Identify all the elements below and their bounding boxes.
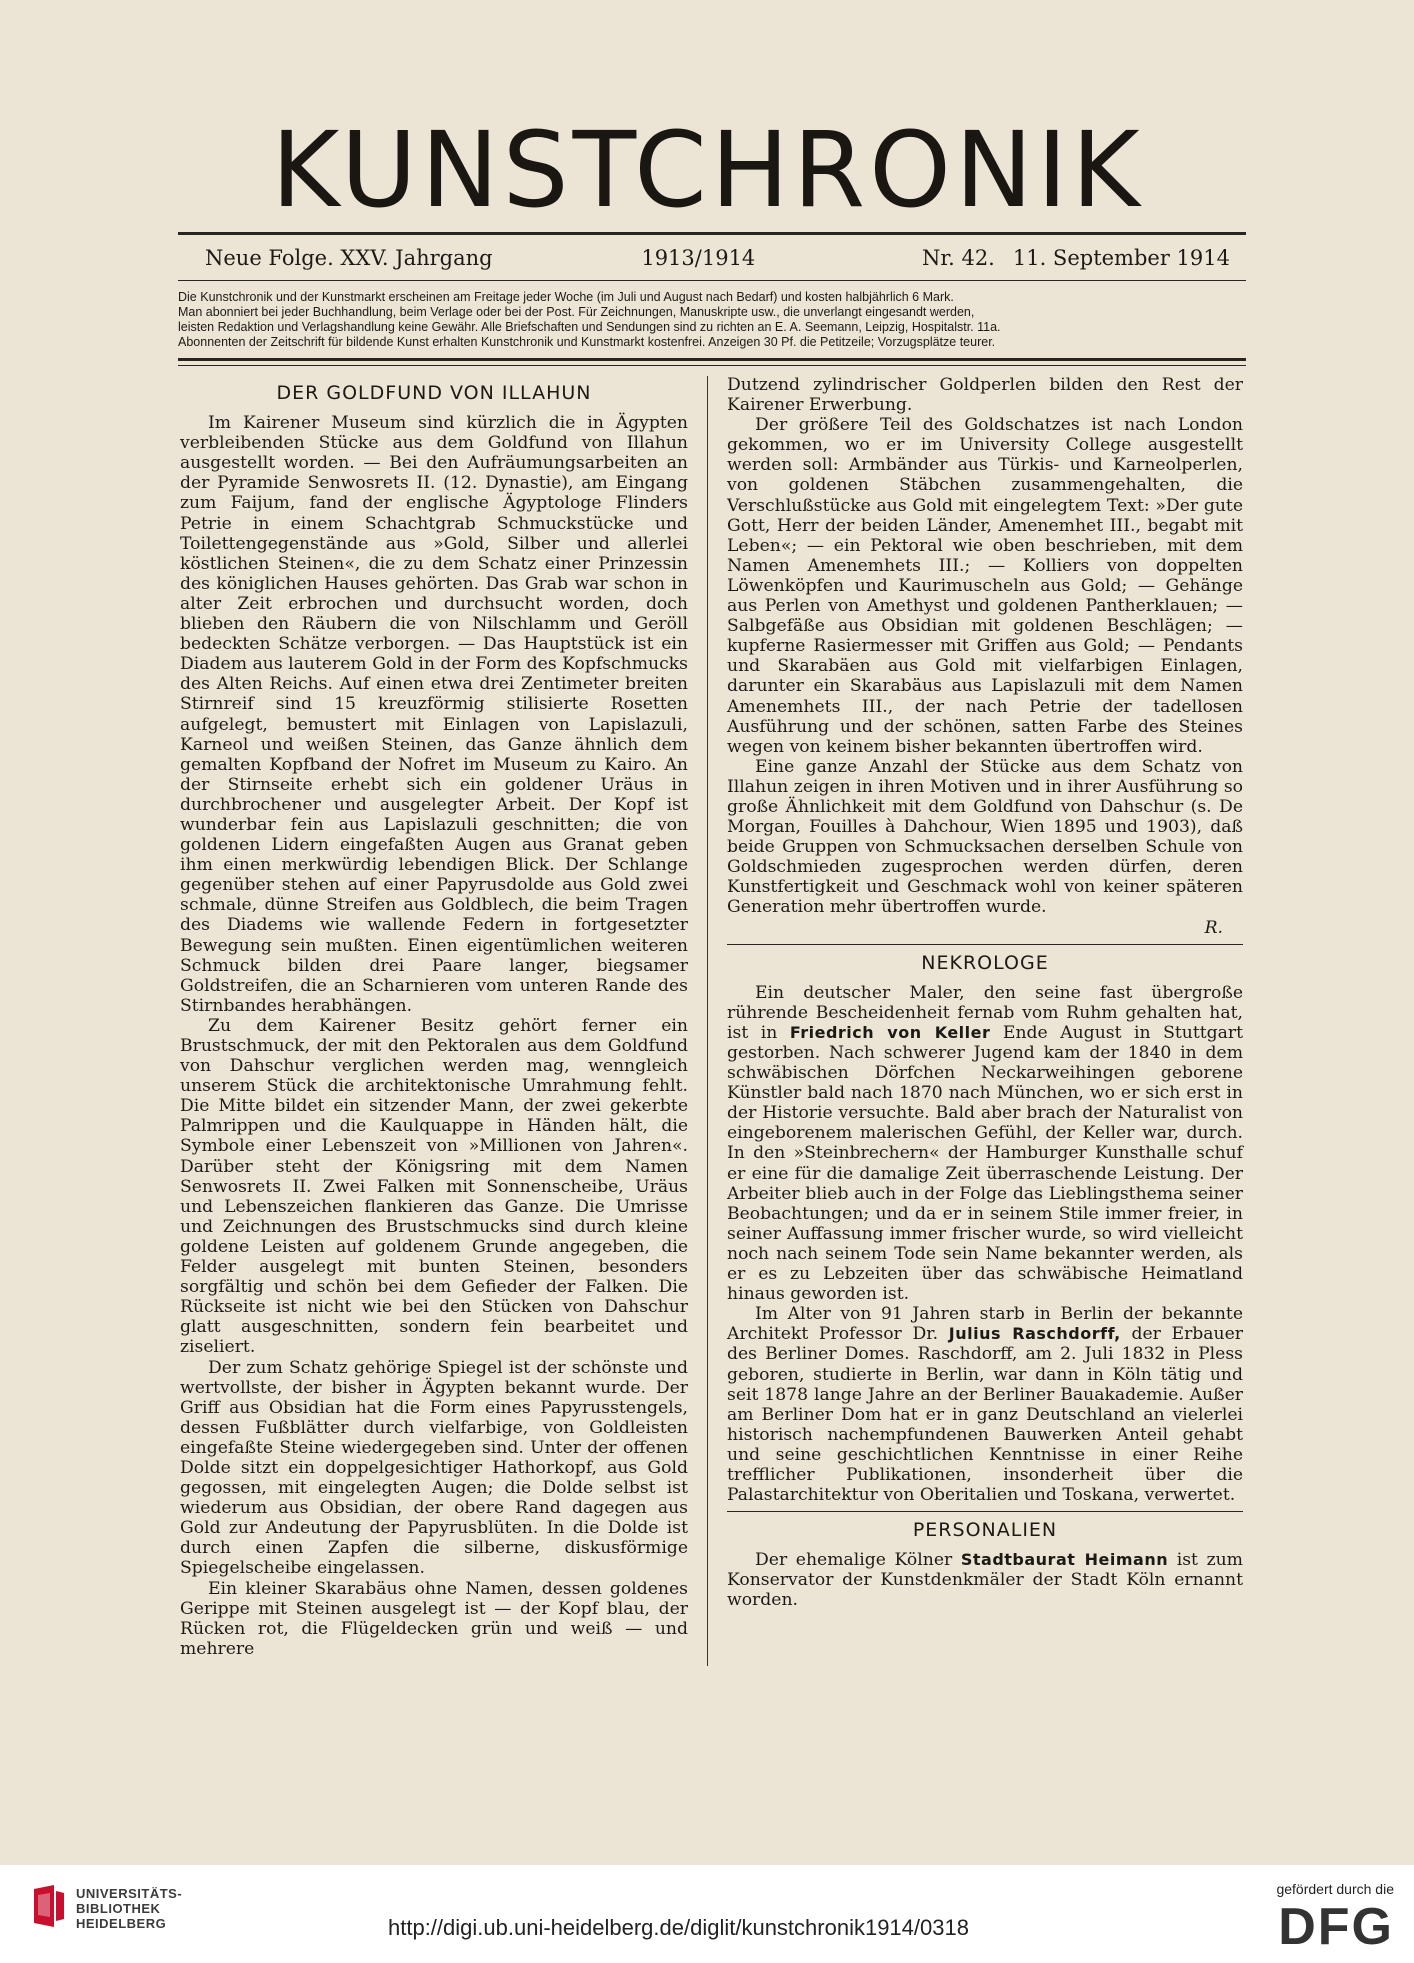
notice-line: leisten Redaktion und Verlagshandlung keine Gewähr. Alle Briefschaften und Sendungen sind zu richten an E. A. Seemann, Leipzig, Hospitalstr. 11a.: [178, 320, 1001, 334]
library-name: [76, 1886, 182, 1931]
article-heading: DER GOLDFUND VON ILLAHUN: [276, 382, 592, 404]
library-logo[interactable]: [32, 1883, 182, 1933]
issue-number: Nr. 42.: [922, 246, 995, 270]
text-run: der Erbauer des Berliner Domes. Raschdorff, am 2. Juli 1832 in Pless geboren, studierte in Berlin, war dann in Köln tätig und seit 1878 lange Jahre an der Berliner Bauakademie. Außer am Berliner Dom hat er in ganz Deutschland an vielerlei historisch nachempfundenen Bauwerken Anteil gehabt und seine geschichtlichen Kenntnisse in einer Reihe trefflicher Publikationen, insonderheit über die Palastarchitektur von Oberitalien und Toskana, verwertet.: [727, 1324, 1244, 1506]
text-run: ist zum Konservator der Kunstdenkmäler der Stadt Köln ernannt worden.: [727, 1550, 1243, 1611]
article-paragraph: Eine ganze Anzahl der Stücke aus dem Schatz von Illahun zeigen in ihren Motiven und in ihrer Ausführung so große Ähnlichkeit mit dem Goldfund von Dahschur (s. De Morgan, Fouilles à Dahchour, Wien 1895 und 1903), daß beide Gruppen von Schmucksachen derselben Schule von Goldschmieden zugesprochen werden dürfen, deren Kunstfertigkeit und Geschmack wohl von keiner späteren Generation mehr übertroffen wurde.: [727, 756, 1243, 918]
article-paragraph: Im Kairener Museum sind kürzlich die in Ägypten verbleibenden Stücke aus dem Goldfund von Illahun ausgestellt worden. — Bei den Aufräumungsarbeiten an der Pyramide Senwosrets II. (12. Dynastie), am Eingang zum Faijum, fand der englische Ägyptologe Flinders Petrie in einem Schachtgrab Schmuckstücke und Toilettengegenstände aus »Gold, Silber und allerlei köstlichen Steinen«, die zu dem Schatz einer Prinzessin des königlichen Hauses gehörten. Das Grab war schon in alter Zeit erbrochen und durchsucht worden, doch blieben den Räubern die von Nilschlamm und Geröll bedeckten Schätze verborgen. — Das Hauptstück ist ein Diadem aus lauterem Gold in der Form des Kopfschmucks des Alten Reichs. Auf einen etwa drei Zentimeter breiten Stirnreif sind 15 kreuzförmig stilisierte Rosetten aufgelegt, bemustert mit Einlagen von Lapislazuli, Karneol und weißen Steinen, das Ganze ähnlich dem gemalten Kopfband der Nofret im Museum zu Kairo. An der Stirnseite erhebt sich ein goldener Uräus in durchbrochener und ausgelegter Arbeit. Der Kopf ist wunderbar fein aus Lapislazuli geschnitten; die von goldenen Lidern eingefaßten Augen aus Granat geben ihm einen merkwürdig lebendigen Blick. Der Schlange gegenüber stehen auf einer Papyrusdolde aus Gold zwei schmale, dünne Streifen aus Goldblech, die beim Tragen des Diadems wie wallende Federn in fortgesetzter Bewegung sein mußten. Einen eigentümlichen weiteren Schmuck bilden drei Paare langer, biegsamer Goldstreifen, die an Scharnieren vom unteren Rande des Stirnbandes herabhängen.: [180, 413, 688, 1016]
article-paragraph: Der zum Schatz gehörige Spiegel ist der schönste und wertvollste, der bisher in Ägypten bekannt wurde. Der Griff aus Obsidian hat die Form eines Papyrusstengels, dessen Fußblätter durch vielfarbige, von Goldleisten eingefaßte Steine wiedergegeben sind. Unter der offenen Dolde sitzt ein doppelgesichtiger Hathorkopf, aus Gold gegossen, mit eingelegten Augen; die Dolde selbst ist wiederum aus Obsidian, der obere Rand dagegen aus Gold zur Andeutung der Papyrusblüten. In die Dolde ist durch einen Zapfen die silberne, diskusförmige Spiegelscheibe eingelassen.: [180, 1357, 688, 1579]
article-paragraph: Der größere Teil des Goldschatzes ist nach London gekommen, wo er im University College ausgestellt werden soll: Armbänder aus Türkis- und Karneolperlen, von goldenen Stäbchen zusammengehalten, die Verschlußstücke aus Gold mit eingelegtem Text: »Der gute Gott, Herr der beiden Länder, Amenemhet III., begabt mit Leben«; — ein Pektoral wie oben beschrieben, mit dem Namen Amenemhets III.; — Kolliers von doppelten Löwenköpfen und Kaurimuscheln aus Gold; — Gehänge aus Perlen von Amethyst und goldenen Pantherklauen; — Salbgefäße aus Obsidian mit goldenen Beschlägen; — kupferne Rasiermesser mit Griffen aus Gold; — Pendants und Skarabäen aus Gold mit vielfarbigen Einlagen, darunter ein Skarabäus aus Lapislazuli mit dem Namen Amenemhets III., der nach Petrie der tadellosen Ausführung und der schönen, satten Farbe des Steines wegen von keinem bisher bekannten übertroffen wird.: [727, 415, 1243, 757]
article-paragraph: Dutzend zylindrischer Goldperlen bilden den Rest der Kairener Erwerbung.: [727, 375, 1243, 416]
issue-rule: [178, 280, 1246, 281]
permalink-url[interactable]: http://digi.ub.uni-heidelberg.de/diglit/kunstchronik1914/0318: [388, 1915, 969, 1940]
library-name-line: UNIVERSITÄTS-: [76, 1885, 183, 1901]
column-divider: [707, 376, 708, 1666]
section-rule: [727, 1511, 1243, 1512]
text-run: Der ehemalige Kölner: [755, 1550, 953, 1571]
notice-line: Man abonniert bei jeder Buchhandlung, beim Verlage oder bei der Post. Für Zeichnungen, Manuskripte usw., die unverlangt eingesandt werden,: [178, 305, 975, 319]
library-name-line: HEIDELBERG: [76, 1915, 167, 1931]
university-library-logo-icon: [32, 1883, 66, 1933]
right-column: [727, 375, 1243, 1611]
nekrologe-heading: NEKROLOGE: [921, 951, 1049, 974]
personalien-heading: PERSONALIEN: [912, 1519, 1058, 1542]
library-name-line: BIBLIOTHEK: [76, 1900, 161, 1916]
notice-rule: [178, 358, 1246, 361]
section-rule: [727, 944, 1243, 945]
nekrolog-paragraph: [727, 1304, 1243, 1505]
person-name: Stadtbaurat Heimann: [960, 1550, 1169, 1570]
subscription-notice: [178, 290, 1246, 350]
issue-series: Neue Folge. XXV. Jahrgang: [205, 246, 493, 270]
article-paragraph: Zu dem Kairener Besitz gehört ferner ein Brustschmuck, der mit den Pektoralen aus dem Goldfund von Dahschur verglichen werden mag, wenngleich unserem Stück die architektonische Umrahmung fehlt. Die Mitte bildet ein sitzender Mann, der zwei gekerbte Palmrippen und die Kaulquappe in Händen hält, die Symbole einer Lebenszeit von »Millionen von Jahren«. Darüber steht der Königsring mit dem Namen Senwosrets II. Zwei Falken mit Sonnenscheibe, Uräus und Lebenszeichen flankieren das Ganze. Die Umrisse und Zeichnungen des Brustschmucks sind durch kleine goldene Leisten auf goldenem Grunde angegeben, die Felder ausgelegt mit bunten Steinen, besonders sorgfältig und schön bei dem Gefieder der Falken. Die Rückseite ist nicht wie bei den Stücken von Dahschur glatt ausgeschnitten, sondern fein bearbeitet und ziseliert.: [180, 1015, 688, 1358]
viewer-footer: [0, 1865, 1414, 1963]
issue-date: 11. September 1914: [1012, 246, 1230, 270]
text-run: Ende August in Stuttgart gestorben. Nach schwerer Jugend kam der 1840 in dem schwäbischen Dörfchen Neckarweihingen geborene Künstler bald nach 1870 nach München, wo er sich erst in der Historie versuchte. Bald aber brach der Naturalist von eingeborenem malerischen Gefühl, der Keller war, durch. In den »Steinbrechern« der Hamburger Kunsthalle schuf er eine für die damalige Zeit überraschende Leistung. Der Arbeiter blieb auch in der Folge das Lieblingsthema seiner Beobachtungen; und da er in seinem Stile immer freier, in seiner Auffassung immer frischer wurde, so wird vielleicht noch nach seinem Tode sein Name bekannter werden, als er es zu Lebzeiten über das schwäbische Heimatland hinaus geworden ist.: [727, 1022, 1244, 1305]
left-column: [180, 375, 688, 1659]
funding-credit: [1276, 1881, 1394, 1956]
person-name: Friedrich von Keller: [789, 1022, 991, 1042]
dfg-logo[interactable]: DFG: [1278, 1898, 1394, 1956]
notice-line: Die Kunstchronik und der Kunstmarkt erscheinen am Freitage jeder Woche (im Juli und August nach Bedarf) und kosten halbjährlich 6 Mark.: [178, 290, 954, 304]
notice-rule-thin: [178, 365, 1246, 366]
article-signature: R.: [1204, 917, 1223, 938]
masthead-title: KUNSTCHRONIK: [271, 109, 1144, 231]
nekrolog-paragraph: [727, 983, 1243, 1305]
issue-years: 1913/1914: [641, 246, 756, 270]
text-run: Ein deutscher Maler, den seine fast übergroße rührende Bescheidenheit fernab vom Ruhm gehalten hat, ist in: [727, 982, 1243, 1043]
text-run: Im Alter von 91 Jahren starb in Berlin der bekannte Architekt Professor Dr.: [727, 1304, 1243, 1345]
issue-line: [205, 246, 1230, 270]
masthead-rule-top: [178, 232, 1246, 235]
personalien-paragraph: [727, 1550, 1243, 1610]
article-paragraph: Ein kleiner Skarabäus ohne Namen, dessen goldenes Gerippe mit Steinen ausgelegt ist — der Kopf blau, der Rücken rot, die Flügeldecken grün und weiß — und mehrere: [180, 1578, 688, 1659]
notice-line: Abonnenten der Zeitschrift für bildende Kunst erhalten Kunstchronik und Kunstmarkt kostenfrei. Anzeigen 30 Pf. die Petitzeile; Vorzugsplätze teurer.: [178, 335, 996, 349]
person-name: Julius Raschdorff,: [948, 1324, 1121, 1344]
funding-label: gefördert durch die: [1276, 1881, 1394, 1897]
issue-number-date: [904, 246, 1230, 270]
